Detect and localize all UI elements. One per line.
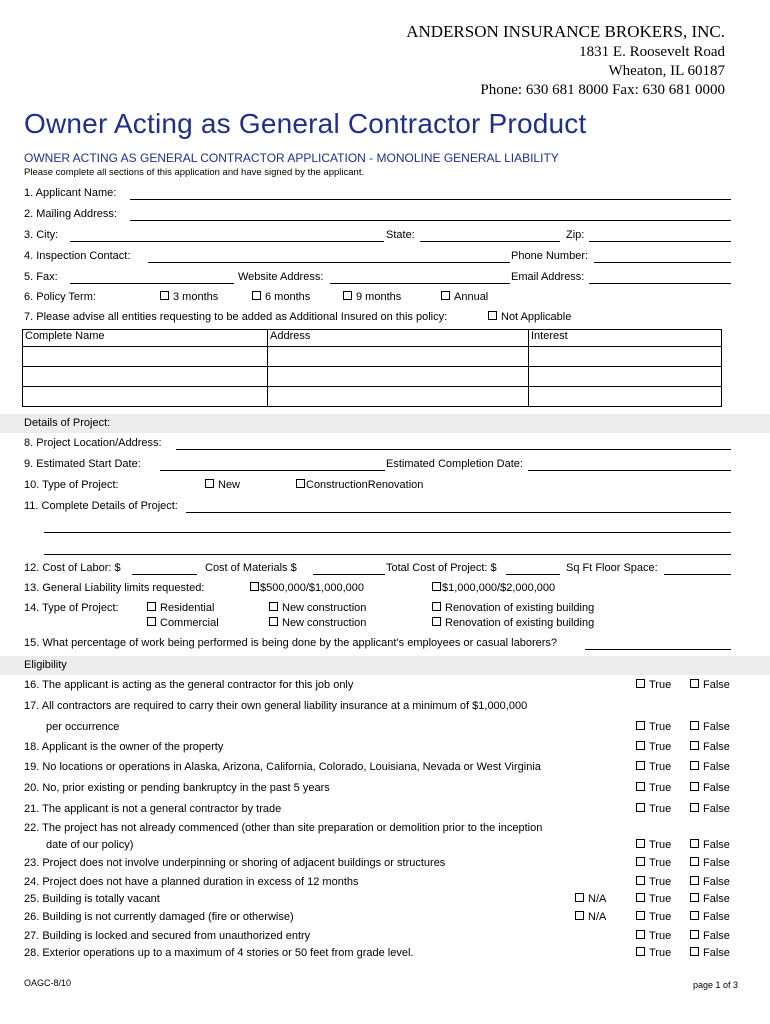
checkbox-icon — [147, 602, 156, 611]
checkbox-icon — [636, 679, 645, 688]
project-location-label: 8. Project Location/Address: — [24, 437, 162, 449]
checkbox-icon — [488, 311, 497, 320]
percentage-work-field[interactable] — [585, 637, 731, 650]
false-option[interactable]: False — [690, 876, 730, 890]
checkbox-icon — [636, 876, 645, 885]
checkbox-icon — [269, 602, 278, 611]
city-label: 3. City: — [24, 229, 59, 241]
state-label: State: — [386, 229, 415, 241]
start-date-field[interactable] — [160, 458, 385, 471]
eligibility-section: Eligibility — [0, 656, 770, 675]
applicant-name-label: 1. Applicant Name: — [24, 187, 117, 199]
checkbox-icon — [690, 741, 699, 750]
checkbox-icon — [636, 911, 645, 920]
true-option[interactable]: True — [636, 911, 671, 925]
project-location-field[interactable] — [176, 437, 731, 450]
column-header: Complete Name — [23, 330, 268, 347]
false-option[interactable]: False — [690, 947, 730, 961]
sq-ft-label: Sq Ft Floor Space: — [566, 562, 658, 574]
checkbox-icon — [636, 930, 645, 939]
checkbox-icon — [690, 721, 699, 730]
table-row — [23, 347, 722, 367]
na-option[interactable]: N/A — [575, 893, 606, 907]
cost-of-materials-field[interactable] — [313, 562, 385, 575]
checkbox-icon — [690, 930, 699, 939]
checkbox-icon — [690, 782, 699, 791]
checkbox-icon — [432, 602, 441, 611]
true-option[interactable]: True — [636, 876, 671, 890]
checkbox-icon — [432, 617, 441, 626]
eligibility-question: 18. Applicant is the owner of the property — [24, 741, 224, 753]
name-cell[interactable] — [23, 347, 268, 367]
eligibility-question: 17. All contractors are required to carry their own general liability insurance at a minimum of $1,000,000 — [24, 700, 528, 712]
table-row — [23, 367, 722, 387]
checkbox-icon — [636, 803, 645, 812]
cost-of-labor-label: 12. Cost of Labor: $ — [24, 562, 121, 574]
true-option[interactable]: True — [636, 679, 671, 693]
false-option[interactable]: False — [690, 679, 730, 693]
website-label: Website Address: — [238, 271, 324, 283]
eligibility-question: 27. Building is locked and secured from unauthorized entry — [24, 930, 311, 942]
checkbox-icon — [432, 582, 441, 591]
zip-label: Zip: — [566, 229, 585, 241]
form-instructions: Please complete all sections of this application and have signed by the applicant. — [24, 167, 365, 178]
eligibility-question: 22. The project has not already commenced (other than site preparation or demolition prior to the inception — [24, 822, 543, 834]
false-option[interactable]: False — [690, 721, 730, 735]
false-option[interactable]: False — [690, 930, 730, 944]
email-label: Email Address: — [511, 271, 585, 283]
completion-date-label: Estimated Completion Date: — [386, 458, 523, 470]
eligibility-question: 26. Building is not currently damaged (fire or otherwise) — [24, 911, 294, 923]
term-annual-option[interactable]: Annual — [441, 291, 488, 305]
commercial-renovation-option[interactable]: Renovation of existing building — [432, 617, 594, 631]
true-option[interactable]: True — [636, 741, 671, 755]
checkbox-icon — [441, 291, 450, 300]
company-phone: Phone: 630 681 8000 Fax: 630 681 0000 — [480, 82, 725, 98]
project-details-field-1[interactable] — [186, 500, 731, 513]
city-field[interactable] — [70, 229, 384, 242]
eligibility-question: 28. Exterior operations up to a maximum of 4 stories or 50 feet from grade level. — [24, 947, 414, 959]
interest-cell[interactable] — [529, 347, 722, 367]
checkbox-icon — [690, 876, 699, 885]
checkbox-icon — [636, 761, 645, 770]
total-cost-field[interactable] — [506, 562, 560, 575]
eligibility-question: date of our policy) — [46, 839, 134, 851]
table-row — [23, 387, 722, 407]
true-option[interactable]: True — [636, 947, 671, 961]
checkbox-icon — [690, 761, 699, 770]
completion-date-field[interactable] — [528, 458, 731, 471]
eligibility-question: 25. Building is totally vacant — [24, 893, 160, 905]
checkbox-icon — [636, 857, 645, 866]
column-header: Address — [268, 330, 529, 347]
residential-option[interactable]: Residential — [147, 602, 214, 616]
cost-of-materials-label: Cost of Materials $ — [205, 562, 297, 574]
true-option[interactable]: True — [636, 930, 671, 944]
residential-renovation-option[interactable]: Renovation of existing building — [432, 602, 594, 616]
eligibility-question: 23. Project does not involve underpinning or shoring of adjacent buildings or structures — [24, 857, 446, 869]
name-cell[interactable] — [23, 387, 268, 407]
term-6-months-option[interactable]: 6 months — [252, 291, 310, 305]
address-cell[interactable] — [268, 347, 529, 367]
type-construction-renovation-option[interactable]: ConstructionRenovation — [296, 479, 423, 493]
website-field[interactable] — [330, 271, 510, 284]
name-cell[interactable] — [23, 367, 268, 387]
checkbox-icon — [250, 582, 259, 591]
fax-field[interactable] — [70, 271, 234, 284]
company-city: Wheaton, IL 60187 — [608, 63, 725, 79]
total-cost-label: Total Cost of Project: $ — [386, 562, 497, 574]
not-applicable-option[interactable]: Not Applicable — [488, 311, 571, 325]
checkbox-icon — [296, 479, 305, 488]
residential-new-construction-option[interactable]: New construction — [269, 602, 366, 616]
checkbox-icon — [636, 947, 645, 956]
start-date-label: 9. Estimated Start Date: — [24, 458, 141, 470]
true-option[interactable]: True — [636, 782, 671, 796]
form-subtitle: OWNER ACTING AS GENERAL CONTRACTOR APPLICATION - MONOLINE GENERAL LIABILITY — [24, 151, 559, 165]
true-option[interactable]: True — [636, 839, 671, 853]
form-code: OAGC-8/10 — [24, 978, 72, 988]
state-field[interactable] — [420, 229, 560, 242]
checkbox-icon — [690, 857, 699, 866]
table-header-row — [23, 330, 722, 347]
commercial-option[interactable]: Commercial — [147, 617, 219, 631]
false-option[interactable]: False — [690, 741, 730, 755]
project-details-section: Details of Project: — [0, 414, 770, 433]
eligibility-question: 24. Project does not have a planned duration in excess of 12 months — [24, 876, 359, 888]
page-title: Owner Acting as General Contractor Product — [24, 108, 587, 139]
checkbox-icon — [690, 893, 699, 902]
false-option[interactable]: False — [690, 803, 730, 817]
mailing-address-field[interactable] — [130, 208, 731, 221]
commercial-new-construction-option[interactable]: New construction — [269, 617, 366, 631]
true-option[interactable]: True — [636, 803, 671, 817]
eligibility-question: 21. The applicant is not a general contractor by trade — [24, 803, 282, 815]
false-option[interactable]: False — [690, 761, 730, 775]
checkbox-icon — [636, 893, 645, 902]
type-new-option[interactable]: New — [205, 479, 240, 493]
interest-cell[interactable] — [529, 367, 722, 387]
false-option[interactable]: False — [690, 782, 730, 796]
email-field[interactable] — [589, 271, 731, 284]
policy-term-label: 6. Policy Term: — [24, 291, 96, 303]
checkbox-icon — [690, 839, 699, 848]
page-number: page 1 of 3 — [692, 980, 738, 990]
address-cell[interactable] — [268, 387, 529, 407]
false-option[interactable]: False — [690, 911, 730, 925]
true-option[interactable]: True — [636, 761, 671, 775]
checkbox-icon — [147, 617, 156, 626]
project-details-field-3[interactable] — [44, 542, 731, 555]
additional-insured-table — [22, 329, 722, 407]
project-type-label: 10. Type of Project: — [24, 479, 119, 491]
false-option[interactable]: False — [690, 839, 730, 853]
checkbox-icon — [636, 721, 645, 730]
checkbox-icon — [160, 291, 169, 300]
fax-label: 5. Fax: — [24, 271, 58, 283]
project-details-label: 11. Complete Details of Project: — [24, 500, 178, 512]
checkbox-icon — [575, 893, 584, 902]
checkbox-icon — [636, 741, 645, 750]
company-name: ANDERSON INSURANCE BROKERS, INC. — [406, 22, 725, 41]
checkbox-icon — [690, 679, 699, 688]
applicant-name-field[interactable] — [130, 187, 731, 200]
gl-limits-label: 13. General Liability limits requested: — [24, 582, 205, 594]
eligibility-question: per occurrence — [46, 721, 120, 733]
checkbox-icon — [636, 782, 645, 791]
project-details-field-2[interactable] — [44, 520, 731, 533]
percentage-work-label: 15. What percentage of work being performed is being done by the applicant’s employees or casual laborers? — [24, 637, 558, 649]
checkbox-icon — [690, 911, 699, 920]
phone-number-label: Phone Number: — [511, 250, 589, 262]
checkbox-icon — [205, 479, 214, 488]
company-street: 1831 E. Roosevelt Road — [579, 44, 725, 60]
additional-insured-label: 7. Please advise all entities requesting to be added as Additional Insured on this policy: — [24, 311, 448, 323]
checkbox-icon — [252, 291, 261, 300]
checkbox-icon — [343, 291, 352, 300]
limit-1m-option[interactable]: $1,000,000/$2,000,000 — [432, 582, 555, 596]
checkbox-icon — [636, 839, 645, 848]
checkbox-icon — [575, 911, 584, 920]
eligibility-question: 16. The applicant is acting as the general contractor for this job only — [24, 679, 354, 691]
cost-of-labor-field[interactable] — [132, 562, 197, 575]
address-cell[interactable] — [268, 367, 529, 387]
true-option[interactable]: True — [636, 893, 671, 907]
zip-field[interactable] — [589, 229, 731, 242]
mailing-address-label: 2. Mailing Address: — [24, 208, 117, 220]
checkbox-icon — [690, 803, 699, 812]
column-header: Interest — [529, 330, 722, 347]
term-9-months-option[interactable]: 9 months — [343, 291, 401, 305]
sq-ft-field[interactable] — [664, 562, 731, 575]
phone-number-field[interactable] — [594, 250, 731, 263]
interest-cell[interactable] — [529, 387, 722, 407]
false-option[interactable]: False — [690, 857, 730, 871]
checkbox-icon — [269, 617, 278, 626]
true-option[interactable]: True — [636, 857, 671, 871]
inspection-contact-label: 4. Inspection Contact: — [24, 250, 131, 262]
false-option[interactable]: False — [690, 893, 730, 907]
eligibility-question: 20. No, prior existing or pending bankruptcy in the past 5 years — [24, 782, 330, 794]
eligibility-question: 19. No locations or operations in Alaska, Arizona, California, Colorado, Louisiana, Nevada or West Virginia — [24, 761, 541, 773]
limit-500k-option[interactable]: $500,000/$1,000,000 — [250, 582, 364, 596]
term-3-months-option[interactable]: 3 months — [160, 291, 218, 305]
true-option[interactable]: True — [636, 721, 671, 735]
project-type-14-label: 14. Type of Project: — [24, 602, 119, 614]
inspection-contact-field[interactable] — [148, 250, 510, 263]
na-option[interactable]: N/A — [575, 911, 606, 925]
checkbox-icon — [690, 947, 699, 956]
